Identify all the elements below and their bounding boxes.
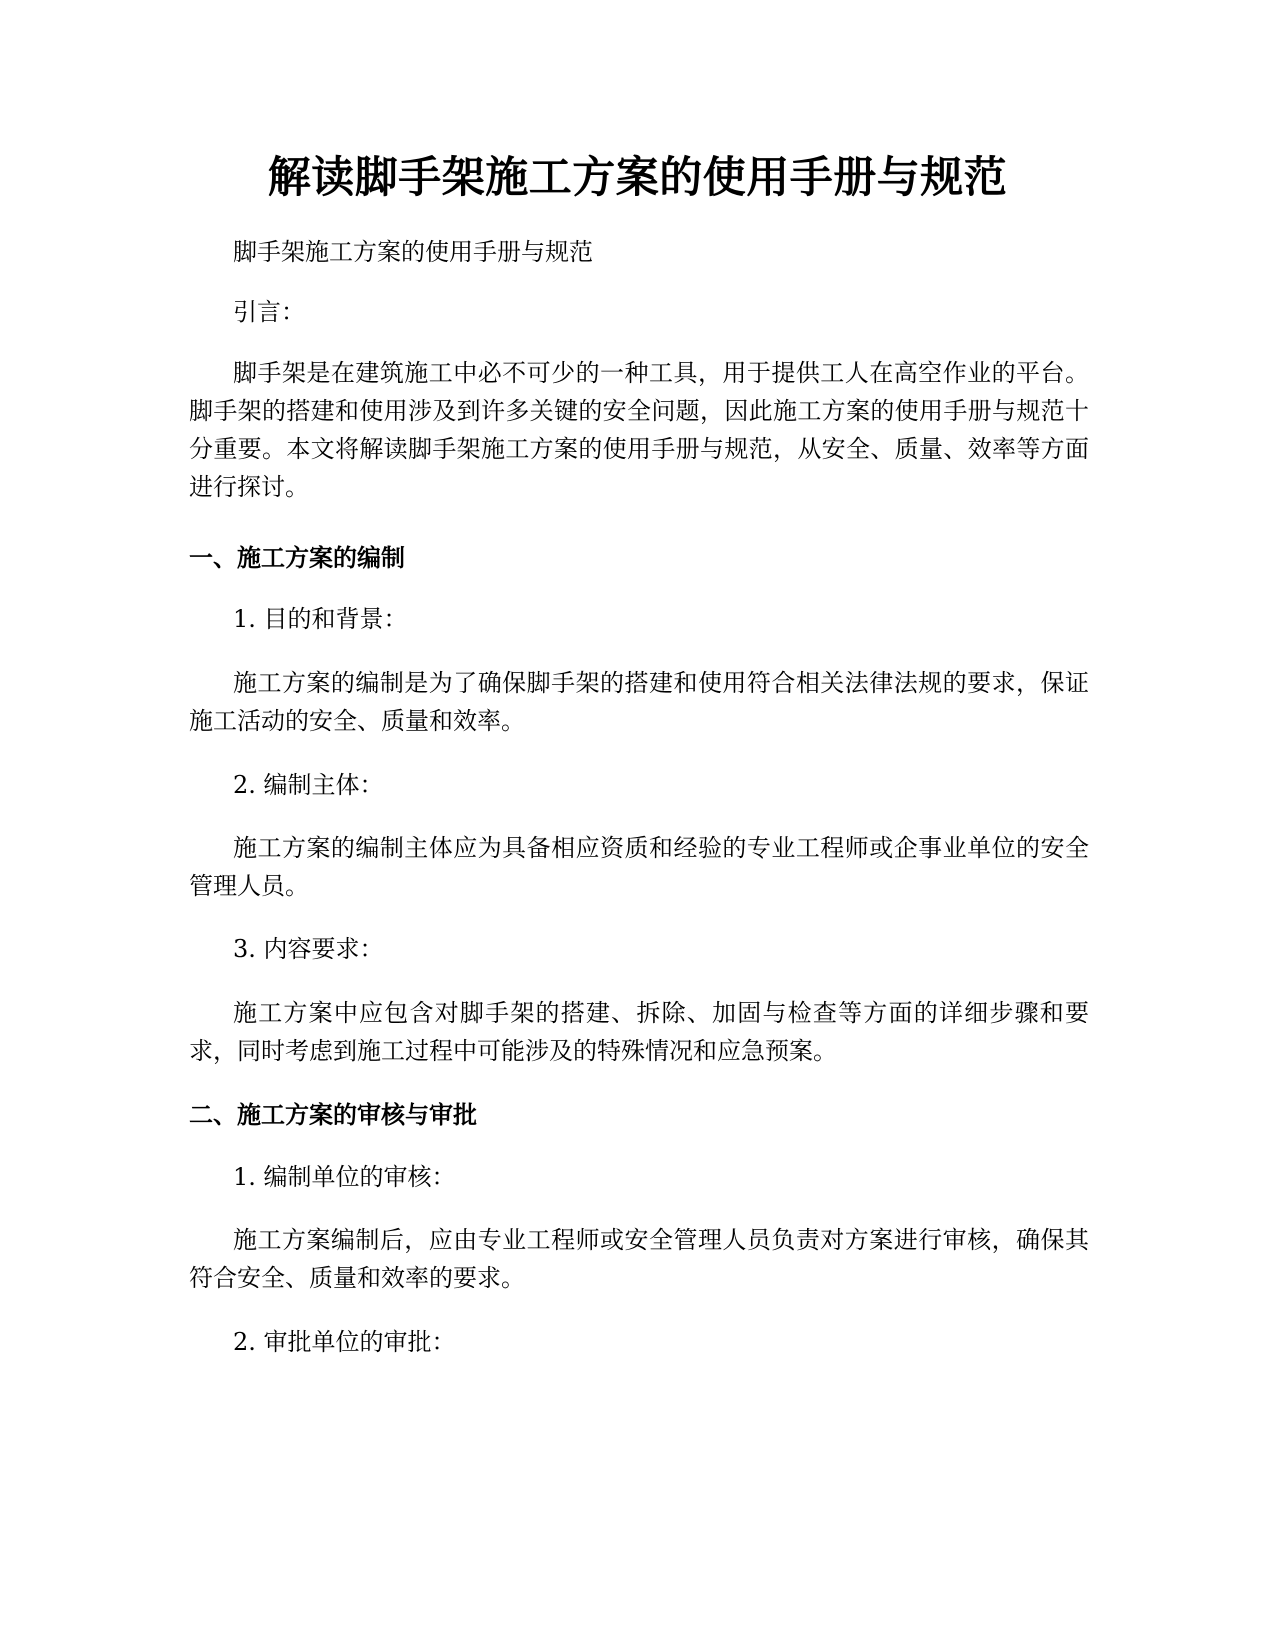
section-heading-2: 二、施工方案的审核与审批 — [189, 1101, 477, 1129]
item-paragraph: 施工方案的编制是为了确保脚手架的搭建和使用符合相关法律法规的要求，保证施工活动的安全、质量和效率。 — [189, 669, 1089, 735]
intro-label: 引言： — [233, 298, 305, 326]
item-paragraph: 施工方案编制后，应由专业工程师或安全管理人员负责对方案进行审核，确保其符合安全、质量和效率的要求。 — [189, 1226, 1089, 1292]
item-paragraph: 施工方案的编制主体应为具备相应资质和经验的专业工程师或企事业单位的安全管理人员。 — [189, 834, 1089, 900]
item-label: 2. 编制主体： — [233, 771, 384, 799]
document-subtitle: 脚手架施工方案的使用手册与规范 — [233, 238, 593, 266]
item-label: 3. 内容要求： — [233, 935, 384, 963]
document-title: 解读脚手架施工方案的使用手册与规范 — [267, 153, 1008, 203]
item-paragraph: 施工方案中应包含对脚手架的搭建、拆除、加固与检查等方面的详细步骤和要求，同时考虑到施工过程中可能涉及的特殊情况和应急预案。 — [189, 999, 1089, 1065]
section-heading-1: 一、施工方案的编制 — [189, 544, 405, 572]
item-label: 1. 编制单位的审核： — [233, 1163, 456, 1191]
item-label: 2. 审批单位的审批： — [233, 1328, 456, 1356]
item-label: 1. 目的和背景： — [233, 605, 408, 633]
intro-paragraph: 脚手架是在建筑施工中必不可少的一种工具，用于提供工人在高空作业的平台。脚手架的搭建和使用涉及到许多关键的安全问题，因此施工方案的使用手册与规范十分重要。本文将解读脚手架施工方案的使用手册与规范，从安全、质量、效率等方面进行探讨。 — [189, 359, 1089, 501]
